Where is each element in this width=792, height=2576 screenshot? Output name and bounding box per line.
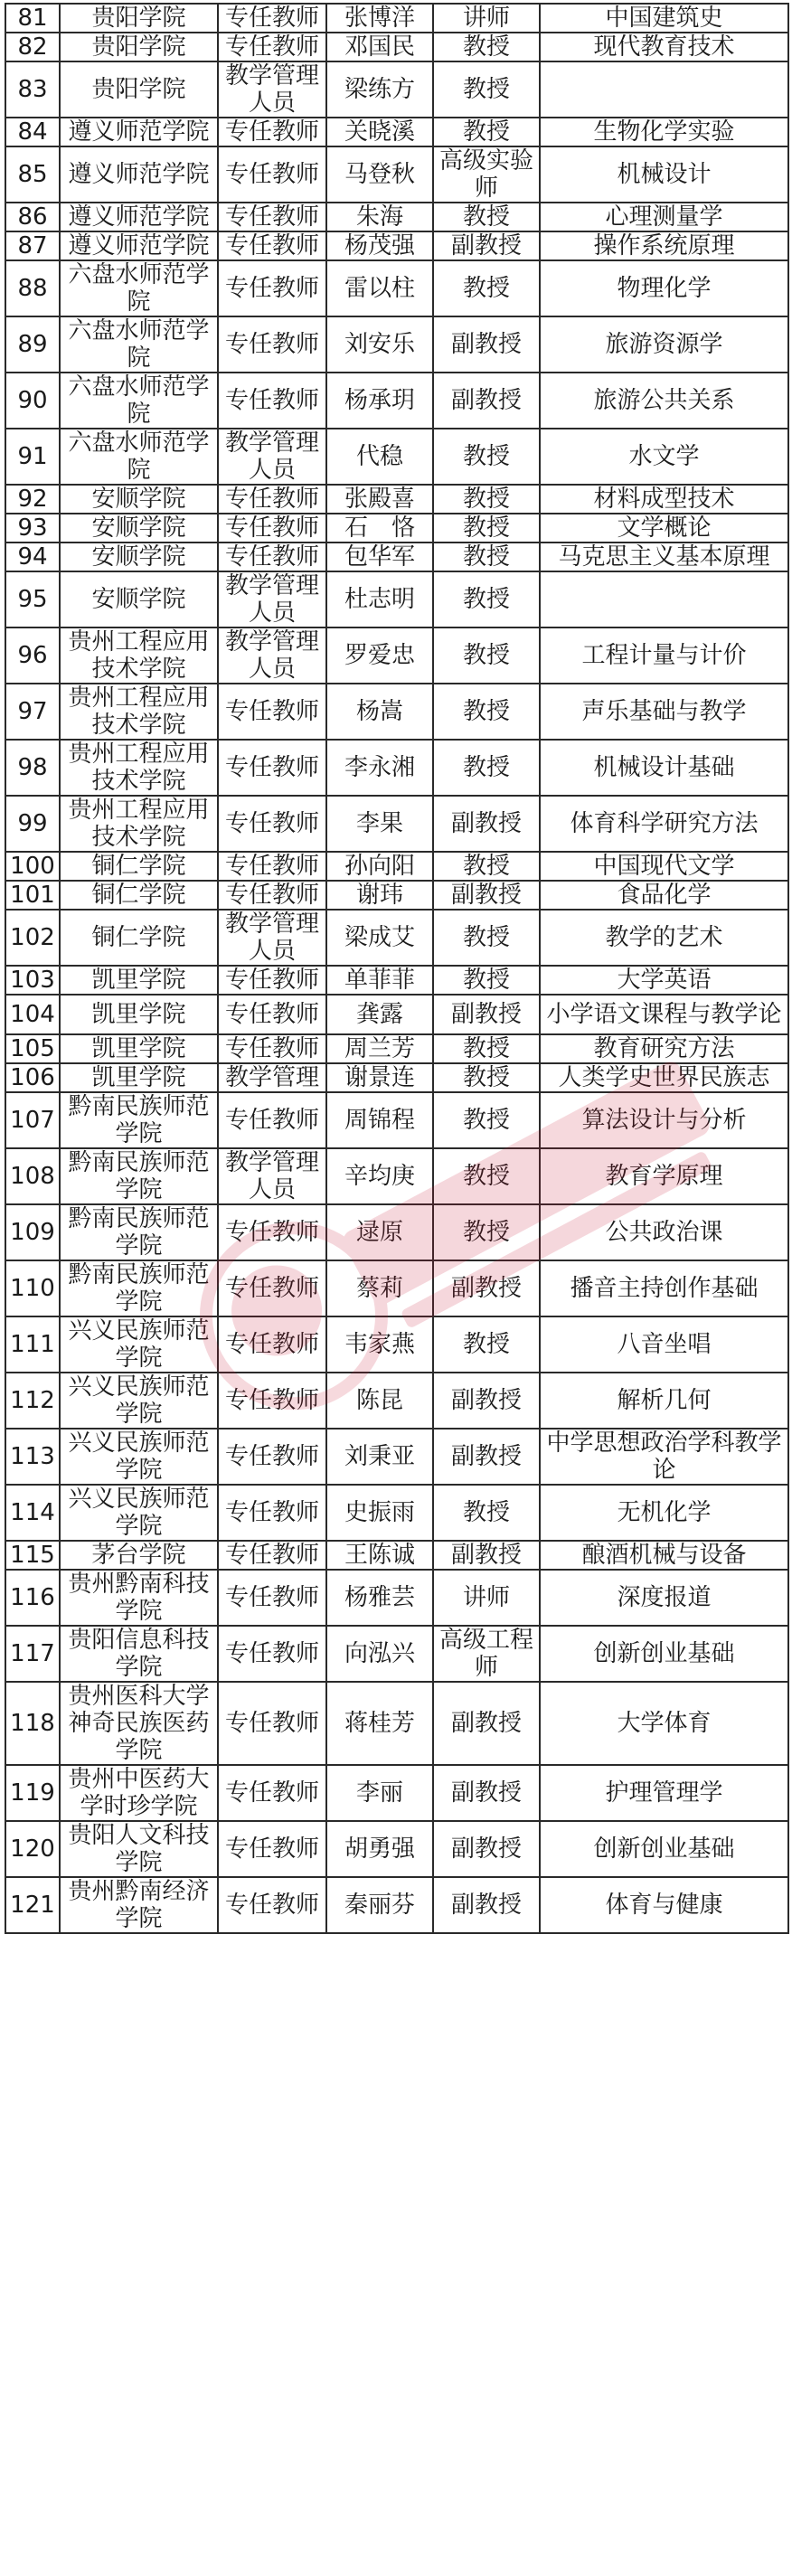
row-number: 116: [5, 1570, 60, 1626]
course-cell: 公共政治课: [540, 1204, 788, 1260]
school-cell: 安顺学院: [60, 485, 218, 514]
staff-type-cell: 专任教师: [218, 514, 326, 543]
school-cell: 兴义民族师范学院: [60, 1316, 218, 1373]
title-cell: 教授: [433, 61, 540, 118]
school-cell: 安顺学院: [60, 571, 218, 627]
title-cell: 教授: [433, 1148, 540, 1204]
row-number: 98: [5, 740, 60, 796]
school-cell: 遵义师范学院: [60, 203, 218, 231]
table-row: [5, 1034, 788, 1063]
title-cell: 副教授: [433, 316, 540, 373]
school-cell: 黔南民族师范学院: [60, 1204, 218, 1260]
school-cell: 贵州工程应用技术学院: [60, 627, 218, 684]
title-cell: 副教授: [433, 1682, 540, 1765]
title-cell: 高级工程师: [433, 1626, 540, 1682]
course-cell: 酿酒机械与设备: [540, 1541, 788, 1570]
school-cell: 安顺学院: [60, 514, 218, 543]
school-cell: 贵州工程应用技术学院: [60, 796, 218, 852]
title-cell: 教授: [433, 260, 540, 316]
course-cell: 文学概论: [540, 514, 788, 543]
staff-type-cell: 专任教师: [218, 1821, 326, 1877]
title-cell: 教授: [433, 966, 540, 995]
teacher-name-cell: 龚露: [326, 995, 433, 1034]
staff-type-cell: 专任教师: [218, 4, 326, 33]
row-number: 117: [5, 1626, 60, 1682]
teacher-name-cell: 逯原: [326, 1204, 433, 1260]
table-row: [5, 373, 788, 429]
row-number: 83: [5, 61, 60, 118]
staff-type-cell: 专任教师: [218, 543, 326, 571]
school-cell: 铜仁学院: [60, 852, 218, 881]
school-cell: 遵义师范学院: [60, 118, 218, 146]
course-cell: 教育学原理: [540, 1148, 788, 1204]
staff-type-cell: 教学管理人员: [218, 1148, 326, 1204]
course-cell: 八音坐唱: [540, 1316, 788, 1373]
table-row: [5, 1373, 788, 1429]
course-cell: 大学英语: [540, 966, 788, 995]
school-cell: 贵阳信息科技学院: [60, 1626, 218, 1682]
title-cell: 副教授: [433, 1541, 540, 1570]
row-number: 85: [5, 146, 60, 203]
teacher-name-cell: 包华军: [326, 543, 433, 571]
course-cell: 水文学: [540, 429, 788, 485]
title-cell: 教授: [433, 1034, 540, 1063]
row-number: 81: [5, 4, 60, 33]
table-row: [5, 740, 788, 796]
school-cell: 遵义师范学院: [60, 146, 218, 203]
school-cell: 贵州工程应用技术学院: [60, 684, 218, 740]
table-row: [5, 881, 788, 910]
table-row: [5, 995, 788, 1034]
table-row: [5, 1063, 788, 1092]
teacher-name-cell: 罗爱忠: [326, 627, 433, 684]
row-number: 96: [5, 627, 60, 684]
title-cell: 副教授: [433, 995, 540, 1034]
title-cell: 教授: [433, 740, 540, 796]
staff-type-cell: 专任教师: [218, 1373, 326, 1429]
teacher-name-cell: 朱海: [326, 203, 433, 231]
table-row: [5, 543, 788, 571]
title-cell: 教授: [433, 1063, 540, 1092]
course-cell: 创新创业基础: [540, 1626, 788, 1682]
staff-type-cell: 教学管理人员: [218, 61, 326, 118]
row-number: 105: [5, 1034, 60, 1063]
staff-type-cell: 教学管理人员: [218, 571, 326, 627]
title-cell: 副教授: [433, 373, 540, 429]
teacher-name-cell: 杨承玥: [326, 373, 433, 429]
row-number: 94: [5, 543, 60, 571]
course-cell: 深度报道: [540, 1570, 788, 1626]
school-cell: 贵阳学院: [60, 33, 218, 61]
staff-type-cell: 专任教师: [218, 1092, 326, 1148]
table-row: [5, 514, 788, 543]
teacher-name-cell: 杨茂强: [326, 231, 433, 260]
title-cell: 教授: [433, 514, 540, 543]
row-number: 103: [5, 966, 60, 995]
teacher-name-cell: 谢景连: [326, 1063, 433, 1092]
course-cell: 大学体育: [540, 1682, 788, 1765]
title-cell: 教授: [433, 33, 540, 61]
course-cell: 教学的艺术: [540, 910, 788, 966]
school-cell: 凯里学院: [60, 1034, 218, 1063]
course-cell: 物理化学: [540, 260, 788, 316]
course-cell: 人类学史世界民族志: [540, 1063, 788, 1092]
staff-type-cell: 专任教师: [218, 1429, 326, 1485]
title-cell: 副教授: [433, 1765, 540, 1821]
staff-type-cell: 专任教师: [218, 1626, 326, 1682]
course-cell: 生物化学实验: [540, 118, 788, 146]
table-row: [5, 1682, 788, 1765]
title-cell: 教授: [433, 543, 540, 571]
staff-type-cell: 教学管理人员: [218, 627, 326, 684]
staff-type-cell: 专任教师: [218, 146, 326, 203]
staff-type-cell: 专任教师: [218, 1034, 326, 1063]
teacher-name-cell: 陈昆: [326, 1373, 433, 1429]
title-cell: 教授: [433, 1316, 540, 1373]
course-cell: 材料成型技术: [540, 485, 788, 514]
staff-type-cell: 专任教师: [218, 796, 326, 852]
course-cell: 护理管理学: [540, 1765, 788, 1821]
course-cell: 小学语文课程与教学论: [540, 995, 788, 1034]
table-body: [5, 4, 788, 1933]
title-cell: 副教授: [433, 796, 540, 852]
row-number: 95: [5, 571, 60, 627]
staff-type-cell: 教学管理人员: [218, 910, 326, 966]
table-row: [5, 1316, 788, 1373]
staff-type-cell: 专任教师: [218, 1316, 326, 1373]
row-number: 111: [5, 1316, 60, 1373]
row-number: 87: [5, 231, 60, 260]
row-number: 119: [5, 1765, 60, 1821]
school-cell: 凯里学院: [60, 995, 218, 1034]
table-row: [5, 1877, 788, 1933]
school-cell: 贵州黔南经济学院: [60, 1877, 218, 1933]
teacher-name-cell: 谢玮: [326, 881, 433, 910]
table-row: [5, 627, 788, 684]
school-cell: 六盘水师范学院: [60, 373, 218, 429]
row-number: 102: [5, 910, 60, 966]
teacher-name-cell: 邓国民: [326, 33, 433, 61]
table-row: [5, 910, 788, 966]
course-cell: [540, 571, 788, 627]
staff-type-cell: 专任教师: [218, 740, 326, 796]
table-row: [5, 146, 788, 203]
teacher-name-cell: 王陈诚: [326, 1541, 433, 1570]
title-cell: 副教授: [433, 1373, 540, 1429]
school-cell: 六盘水师范学院: [60, 260, 218, 316]
teacher-name-cell: 向泓兴: [326, 1626, 433, 1682]
row-number: 99: [5, 796, 60, 852]
course-cell: 无机化学: [540, 1485, 788, 1541]
row-number: 86: [5, 203, 60, 231]
table-row: [5, 61, 788, 118]
row-number: 110: [5, 1260, 60, 1316]
staff-type-cell: 专任教师: [218, 260, 326, 316]
teacher-name-cell: 韦家燕: [326, 1316, 433, 1373]
table-row: [5, 1260, 788, 1316]
row-number: 120: [5, 1821, 60, 1877]
course-cell: 播音主持创作基础: [540, 1260, 788, 1316]
row-number: 107: [5, 1092, 60, 1148]
course-cell: 中国现代文学: [540, 852, 788, 881]
title-cell: 教授: [433, 684, 540, 740]
teacher-name-cell: 梁练方: [326, 61, 433, 118]
table-row: [5, 118, 788, 146]
row-number: 101: [5, 881, 60, 910]
course-cell: 机械设计基础: [540, 740, 788, 796]
staff-type-cell: 专任教师: [218, 316, 326, 373]
table-row: [5, 1821, 788, 1877]
table-row: [5, 852, 788, 881]
teacher-name-cell: 单菲菲: [326, 966, 433, 995]
school-cell: 黔南民族师范学院: [60, 1092, 218, 1148]
teacher-name-cell: 蒋桂芳: [326, 1682, 433, 1765]
staff-type-cell: 教学管理人员: [218, 429, 326, 485]
school-cell: 兴义民族师范学院: [60, 1485, 218, 1541]
title-cell: 教授: [433, 203, 540, 231]
teacher-name-cell: 刘秉亚: [326, 1429, 433, 1485]
table-row: [5, 796, 788, 852]
course-cell: 中学思想政治学科教学论: [540, 1429, 788, 1485]
row-number: 82: [5, 33, 60, 61]
teacher-name-cell: 梁成艾: [326, 910, 433, 966]
table-row: [5, 485, 788, 514]
school-cell: 贵州中医药大学时珍学院: [60, 1765, 218, 1821]
school-cell: 贵阳人文科技学院: [60, 1821, 218, 1877]
teacher-name-cell: 秦丽芬: [326, 1877, 433, 1933]
table-row: [5, 1204, 788, 1260]
title-cell: 副教授: [433, 1877, 540, 1933]
row-number: 113: [5, 1429, 60, 1485]
row-number: 112: [5, 1373, 60, 1429]
teacher-name-cell: 胡勇强: [326, 1821, 433, 1877]
school-cell: 铜仁学院: [60, 881, 218, 910]
table-row: [5, 1092, 788, 1148]
title-cell: 教授: [433, 910, 540, 966]
row-number: 93: [5, 514, 60, 543]
course-cell: 工程计量与计价: [540, 627, 788, 684]
table-row: [5, 316, 788, 373]
staff-type-cell: 专任教师: [218, 995, 326, 1034]
school-cell: 遵义师范学院: [60, 231, 218, 260]
title-cell: 教授: [433, 571, 540, 627]
title-cell: 讲师: [433, 1570, 540, 1626]
row-number: 115: [5, 1541, 60, 1570]
course-cell: 马克思主义基本原理: [540, 543, 788, 571]
teacher-name-cell: 马登秋: [326, 146, 433, 203]
teacher-name-cell: 张殿喜: [326, 485, 433, 514]
course-cell: 体育与健康: [540, 1877, 788, 1933]
table-row: [5, 1765, 788, 1821]
row-number: 97: [5, 684, 60, 740]
staff-type-cell: 专任教师: [218, 966, 326, 995]
staff-type-cell: 专任教师: [218, 1485, 326, 1541]
title-cell: 副教授: [433, 881, 540, 910]
course-cell: 旅游公共关系: [540, 373, 788, 429]
title-cell: 讲师: [433, 4, 540, 33]
course-cell: 解析几何: [540, 1373, 788, 1429]
title-cell: 副教授: [433, 231, 540, 260]
school-cell: 凯里学院: [60, 966, 218, 995]
course-cell: 教育研究方法: [540, 1034, 788, 1063]
teacher-name-cell: 李果: [326, 796, 433, 852]
course-cell: 旅游资源学: [540, 316, 788, 373]
school-cell: 六盘水师范学院: [60, 316, 218, 373]
school-cell: 贵阳学院: [60, 4, 218, 33]
staff-type-cell: 专任教师: [218, 684, 326, 740]
row-number: 89: [5, 316, 60, 373]
staff-type-cell: 专任教师: [218, 373, 326, 429]
title-cell: 教授: [433, 1485, 540, 1541]
teacher-name-cell: 杨雅芸: [326, 1570, 433, 1626]
teacher-name-cell: 孙向阳: [326, 852, 433, 881]
table-row: [5, 1485, 788, 1541]
teacher-name-cell: 杨嵩: [326, 684, 433, 740]
row-number: 104: [5, 995, 60, 1034]
course-cell: [540, 61, 788, 118]
school-cell: 茅台学院: [60, 1541, 218, 1570]
table-row: [5, 260, 788, 316]
course-cell: 中国建筑史: [540, 4, 788, 33]
table-row: [5, 231, 788, 260]
row-number: 92: [5, 485, 60, 514]
row-number: 100: [5, 852, 60, 881]
school-cell: 凯里学院: [60, 1063, 218, 1092]
teacher-name-cell: 刘安乐: [326, 316, 433, 373]
faculty-table: [5, 3, 789, 1934]
staff-type-cell: 专任教师: [218, 231, 326, 260]
row-number: 84: [5, 118, 60, 146]
course-cell: 体育科学研究方法: [540, 796, 788, 852]
teacher-name-cell: 蔡莉: [326, 1260, 433, 1316]
table-row: [5, 966, 788, 995]
row-number: 88: [5, 260, 60, 316]
school-cell: 贵州工程应用技术学院: [60, 740, 218, 796]
school-cell: 黔南民族师范学院: [60, 1260, 218, 1316]
row-number: 118: [5, 1682, 60, 1765]
title-cell: 副教授: [433, 1429, 540, 1485]
staff-type-cell: 专任教师: [218, 1570, 326, 1626]
title-cell: 副教授: [433, 1260, 540, 1316]
title-cell: 教授: [433, 852, 540, 881]
teacher-name-cell: 李永湘: [326, 740, 433, 796]
staff-type-cell: 专任教师: [218, 203, 326, 231]
course-cell: 创新创业基础: [540, 1821, 788, 1877]
table-row: [5, 1570, 788, 1626]
staff-type-cell: 教学管理: [218, 1063, 326, 1092]
row-number: 121: [5, 1877, 60, 1933]
teacher-name-cell: 关晓溪: [326, 118, 433, 146]
staff-type-cell: 专任教师: [218, 852, 326, 881]
teacher-name-cell: 雷以柱: [326, 260, 433, 316]
title-cell: 教授: [433, 1204, 540, 1260]
teacher-name-cell: 李丽: [326, 1765, 433, 1821]
table-row: [5, 684, 788, 740]
teacher-name-cell: 张博洋: [326, 4, 433, 33]
staff-type-cell: 专任教师: [218, 1260, 326, 1316]
row-number: 106: [5, 1063, 60, 1092]
school-cell: 贵州黔南科技学院: [60, 1570, 218, 1626]
school-cell: 铜仁学院: [60, 910, 218, 966]
school-cell: 六盘水师范学院: [60, 429, 218, 485]
title-cell: 教授: [433, 1092, 540, 1148]
staff-type-cell: 专任教师: [218, 118, 326, 146]
title-cell: 教授: [433, 485, 540, 514]
table-row: [5, 203, 788, 231]
course-cell: 现代教育技术: [540, 33, 788, 61]
table-row: [5, 429, 788, 485]
teacher-name-cell: 石 恪: [326, 514, 433, 543]
course-cell: 机械设计: [540, 146, 788, 203]
school-cell: 黔南民族师范学院: [60, 1148, 218, 1204]
teacher-name-cell: 周锦程: [326, 1092, 433, 1148]
school-cell: 贵阳学院: [60, 61, 218, 118]
teacher-name-cell: 周兰芳: [326, 1034, 433, 1063]
course-cell: 心理测量学: [540, 203, 788, 231]
school-cell: 贵州医科大学神奇民族医药学院: [60, 1682, 218, 1765]
staff-type-cell: 专任教师: [218, 881, 326, 910]
teacher-name-cell: 史振雨: [326, 1485, 433, 1541]
row-number: 114: [5, 1485, 60, 1541]
teacher-name-cell: 辛均庚: [326, 1148, 433, 1204]
teacher-name-cell: 代稳: [326, 429, 433, 485]
title-cell: 高级实验师: [433, 146, 540, 203]
table-row: [5, 1626, 788, 1682]
row-number: 91: [5, 429, 60, 485]
table-row: [5, 1429, 788, 1485]
staff-type-cell: 专任教师: [218, 1877, 326, 1933]
course-cell: 声乐基础与教学: [540, 684, 788, 740]
staff-type-cell: 专任教师: [218, 1204, 326, 1260]
staff-type-cell: 专任教师: [218, 485, 326, 514]
school-cell: 安顺学院: [60, 543, 218, 571]
course-cell: 算法设计与分析: [540, 1092, 788, 1148]
course-cell: 操作系统原理: [540, 231, 788, 260]
staff-type-cell: 专任教师: [218, 1541, 326, 1570]
title-cell: 教授: [433, 118, 540, 146]
course-cell: 食品化学: [540, 881, 788, 910]
row-number: 90: [5, 373, 60, 429]
title-cell: 教授: [433, 627, 540, 684]
staff-type-cell: 专任教师: [218, 1682, 326, 1765]
table-row: [5, 33, 788, 61]
table-row: [5, 1541, 788, 1570]
title-cell: 副教授: [433, 1821, 540, 1877]
staff-type-cell: 专任教师: [218, 33, 326, 61]
teacher-name-cell: 杜志明: [326, 571, 433, 627]
staff-type-cell: 专任教师: [218, 1765, 326, 1821]
faculty-table-sheet: [5, 3, 787, 2572]
title-cell: 教授: [433, 429, 540, 485]
row-number: 108: [5, 1148, 60, 1204]
school-cell: 兴义民族师范学院: [60, 1373, 218, 1429]
table-row: [5, 1148, 788, 1204]
table-row: [5, 4, 788, 33]
school-cell: 兴义民族师范学院: [60, 1429, 218, 1485]
table-row: [5, 571, 788, 627]
row-number: 109: [5, 1204, 60, 1260]
